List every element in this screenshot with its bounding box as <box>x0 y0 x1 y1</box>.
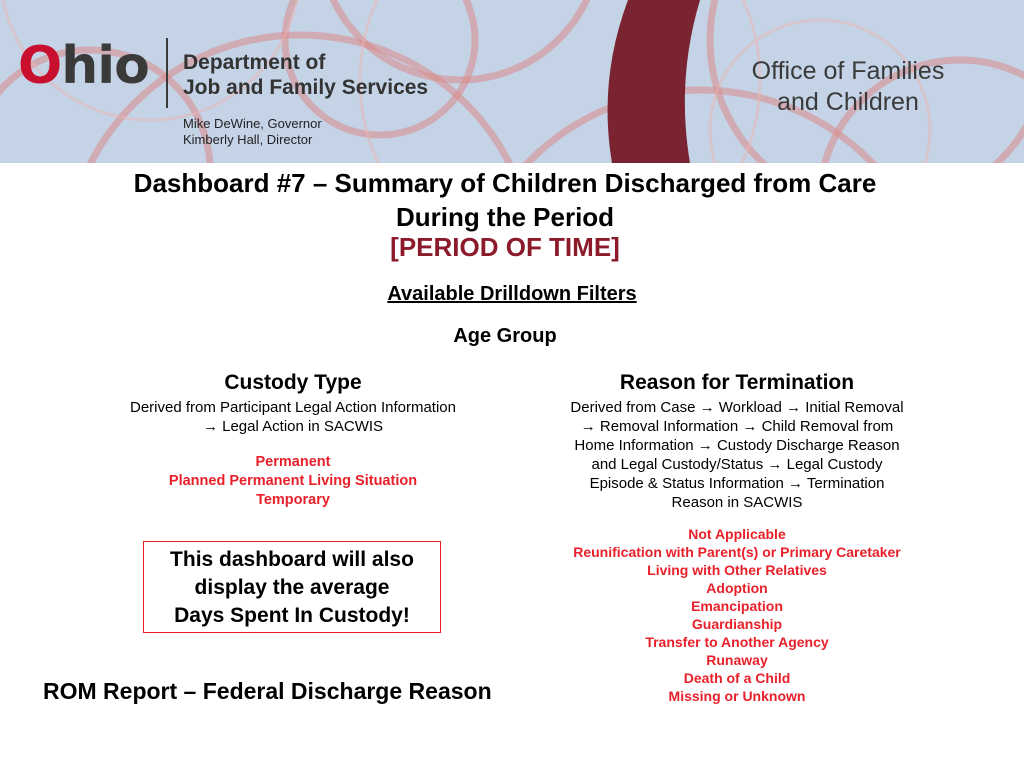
termination-reason-description <box>537 398 937 512</box>
termination-desc-line-4: and Legal Custody/Status → Legal Custody <box>591 456 883 473</box>
title-line-1: Dashboard #7 – Summary of Children Discharged from Care <box>133 168 877 198</box>
office-name <box>734 56 962 118</box>
days-in-custody-note <box>143 541 441 633</box>
department-name <box>183 50 428 100</box>
note-line-1: This dashboard will also <box>170 548 414 571</box>
list-item: Transfer to Another Agency <box>645 634 829 650</box>
department-line-2: Job and Family Services <box>183 76 429 99</box>
list-item: Not Applicable <box>688 526 786 542</box>
rom-report-label: ROM Report – Federal Discharge Reason <box>43 678 492 704</box>
list-item: Death of a Child <box>683 670 791 686</box>
logo-divider <box>166 38 168 108</box>
page-title <box>0 166 1010 234</box>
list-item: Emancipation <box>691 598 783 614</box>
custody-type-description <box>93 398 493 436</box>
list-item: Missing or Unknown <box>668 688 806 704</box>
list-item: Temporary <box>256 492 330 508</box>
termination-desc-line-2: → Removal Information → Child Removal from <box>580 418 894 435</box>
list-item: Adoption <box>706 580 768 596</box>
termination-reason-list <box>537 525 937 705</box>
department-line-1: Department of <box>183 51 326 74</box>
officials <box>183 116 322 148</box>
note-line-2: display the average <box>194 576 390 599</box>
governor-name: Mike DeWine, Governor <box>183 116 322 131</box>
custody-desc-line-2: → Legal Action in SACWIS <box>202 418 384 435</box>
title-line-2: During the Period <box>395 202 615 232</box>
termination-reason-heading: Reason for Termination <box>619 371 855 394</box>
termination-desc-line-6: Reason in SACWIS <box>671 494 803 511</box>
note-line-3: Days Spent In Custody! <box>174 604 410 627</box>
ohio-logo: Ohio <box>18 36 149 96</box>
list-item: Reunification with Parent(s) or Primary Caretaker <box>573 544 901 560</box>
office-line-2: and Children <box>777 88 919 116</box>
header-banner <box>0 0 1024 163</box>
custody-desc-line-1: Derived from Participant Legal Action Information <box>130 399 456 416</box>
list-item: Living with Other Relatives <box>647 562 827 578</box>
list-item: Guardianship <box>691 616 783 632</box>
list-item: Runaway <box>706 652 768 668</box>
custody-type-list <box>93 453 493 510</box>
drilldown-filters-heading: Available Drilldown Filters <box>387 283 637 305</box>
termination-desc-line-3: Home Information → Custody Discharge Reason <box>574 437 900 454</box>
age-group-filter: Age Group <box>453 325 557 347</box>
director-name: Kimberly Hall, Director <box>183 132 313 147</box>
termination-desc-line-1: Derived from Case → Workload → Initial Removal <box>570 399 904 416</box>
office-line-1: Office of Families <box>751 57 945 85</box>
custody-type-heading: Custody Type <box>224 371 362 394</box>
list-item: Planned Permanent Living Situation <box>168 473 418 489</box>
period-of-time: [PERIOD OF TIME] <box>390 232 620 262</box>
termination-desc-line-5: Episode & Status Information → Termination <box>589 475 885 492</box>
list-item: Permanent <box>255 454 331 470</box>
